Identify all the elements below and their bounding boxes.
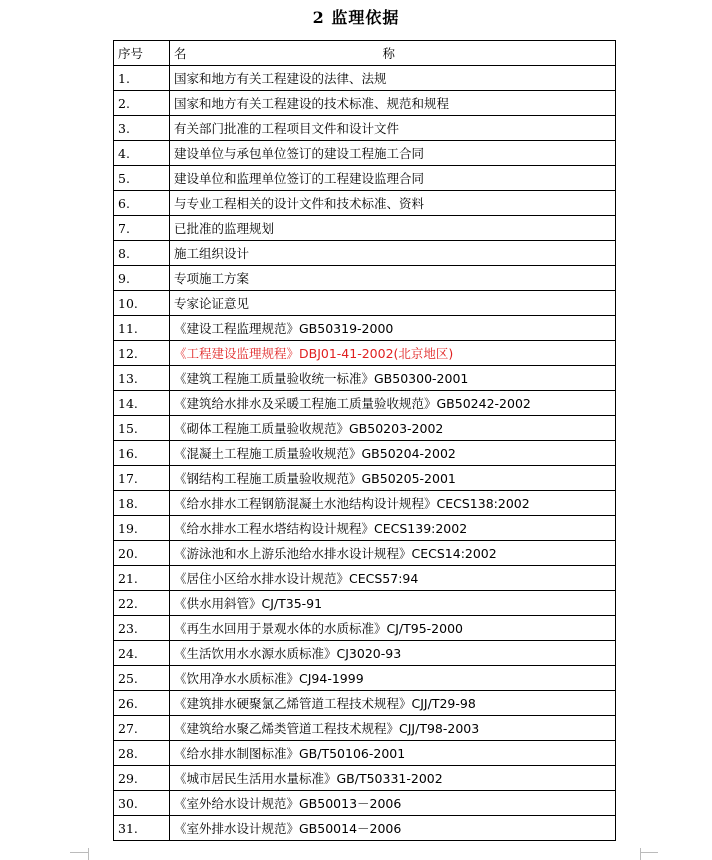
row-serial-number: 28. (114, 741, 170, 766)
table-row (114, 166, 616, 191)
table-row (114, 191, 616, 216)
table-row (114, 491, 616, 516)
row-serial-number: 10. (114, 291, 170, 316)
page-corner-mark-right (640, 852, 658, 853)
row-document-name: 已批准的监理规划 (170, 216, 616, 241)
row-document-name: 《供水用斜管》CJ/T35-91 (170, 591, 616, 616)
table-row (114, 366, 616, 391)
table-row (114, 391, 616, 416)
row-serial-number: 19. (114, 516, 170, 541)
table-row (114, 741, 616, 766)
row-document-name: 《建设工程监理规范》GB50319-2000 (170, 316, 616, 341)
header-name-left: 名 (174, 46, 187, 61)
row-serial-number: 26. (114, 691, 170, 716)
row-document-name: 专家论证意见 (170, 291, 616, 316)
row-document-name: 《饮用净水水质标准》CJ94-1999 (170, 666, 616, 691)
header-serial-number: 序号 (114, 41, 170, 66)
row-document-name: 《钢结构工程施工质量验收规范》GB50205-2001 (170, 466, 616, 491)
row-serial-number: 11. (114, 316, 170, 341)
page-corner-mark-left-v (88, 848, 89, 860)
row-serial-number: 20. (114, 541, 170, 566)
row-serial-number: 5. (114, 166, 170, 191)
row-document-name: 《再生水回用于景观水体的水质标准》CJ/T95-2000 (170, 616, 616, 641)
table-row (114, 216, 616, 241)
row-document-name: 《建筑给水聚乙烯类管道工程技术规程》CJJ/T98-2003 (170, 716, 616, 741)
row-serial-number: 18. (114, 491, 170, 516)
row-serial-number: 3. (114, 116, 170, 141)
row-serial-number: 9. (114, 266, 170, 291)
row-document-name: 《建筑工程施工质量验收统一标准》GB50300-2001 (170, 366, 616, 391)
table-row (114, 666, 616, 691)
table-row (114, 466, 616, 491)
row-serial-number: 24. (114, 641, 170, 666)
table-row (114, 816, 616, 841)
header-name (170, 41, 616, 66)
row-document-name: 施工组织设计 (170, 241, 616, 266)
row-document-name: 《混凝土工程施工质量验收规范》GB50204-2002 (170, 441, 616, 466)
row-serial-number: 4. (114, 141, 170, 166)
row-serial-number: 23. (114, 616, 170, 641)
row-document-name: 建设单位和监理单位签订的工程建设监理合同 (170, 166, 616, 191)
header-name-right: 称 (382, 46, 395, 61)
table-row (114, 341, 616, 366)
row-serial-number: 25. (114, 666, 170, 691)
page-corner-mark-right-v (640, 848, 641, 860)
row-serial-number: 29. (114, 766, 170, 791)
row-document-name: 《居住小区给水排水设计规范》CECS57:94 (170, 566, 616, 591)
row-document-name: 有关部门批准的工程项目文件和设计文件 (170, 116, 616, 141)
row-serial-number: 30. (114, 791, 170, 816)
row-document-name: 《城市居民生活用水量标准》GB/T50331-2002 (170, 766, 616, 791)
table-row (114, 766, 616, 791)
table-row (114, 291, 616, 316)
table-row (114, 266, 616, 291)
page-title: 2 监理依据 (312, 8, 400, 27)
row-serial-number: 17. (114, 466, 170, 491)
table-row (114, 441, 616, 466)
row-document-name: 《给水排水工程钢筋混凝土水池结构设计规程》CECS138:2002 (170, 491, 616, 516)
row-document-name: 《砌体工程施工质量验收规范》GB50203-2002 (170, 416, 616, 441)
row-document-name: 《建筑排水硬聚氯乙烯管道工程技术规程》CJJ/T29-98 (170, 691, 616, 716)
row-document-name: 《室外给水设计规范》GB50013－2006 (170, 791, 616, 816)
row-document-name: 与专业工程相关的设计文件和技术标准、资料 (170, 191, 616, 216)
table-row (114, 566, 616, 591)
table-row (114, 791, 616, 816)
table-header-row (114, 41, 616, 66)
table-row (114, 416, 616, 441)
row-serial-number: 21. (114, 566, 170, 591)
row-document-name: 国家和地方有关工程建设的技术标准、规范和规程 (170, 91, 616, 116)
page-corner-mark-left (70, 852, 88, 853)
supervision-basis-table (113, 40, 616, 841)
row-serial-number: 31. (114, 816, 170, 841)
row-serial-number: 7. (114, 216, 170, 241)
table-row (114, 141, 616, 166)
row-document-name: 建设单位与承包单位签订的建设工程施工合同 (170, 141, 616, 166)
row-document-name: 《室外排水设计规范》GB50014－2006 (170, 816, 616, 841)
table-row (114, 691, 616, 716)
table-row (114, 91, 616, 116)
row-document-name: 《建筑给水排水及采暖工程施工质量验收规范》GB50242-2002 (170, 391, 616, 416)
row-serial-number: 27. (114, 716, 170, 741)
row-serial-number: 6. (114, 191, 170, 216)
table-row (114, 641, 616, 666)
table-row (114, 591, 616, 616)
row-document-name: 《给水排水制图标准》GB/T50106-2001 (170, 741, 616, 766)
table-body (114, 66, 616, 841)
row-serial-number: 16. (114, 441, 170, 466)
row-serial-number: 13. (114, 366, 170, 391)
row-document-name: 《给水排水工程水塔结构设计规程》CECS139:2002 (170, 516, 616, 541)
row-document-name: 《工程建设监理规程》DBJ01-41-2002(北京地区) (170, 341, 616, 366)
row-document-name: 国家和地方有关工程建设的法律、法规 (170, 66, 616, 91)
row-serial-number: 22. (114, 591, 170, 616)
table-row (114, 616, 616, 641)
row-serial-number: 15. (114, 416, 170, 441)
row-serial-number: 1. (114, 66, 170, 91)
table-row (114, 241, 616, 266)
table-row (114, 116, 616, 141)
table-row (114, 66, 616, 91)
row-serial-number: 12. (114, 341, 170, 366)
row-document-name: 专项施工方案 (170, 266, 616, 291)
row-serial-number: 2. (114, 91, 170, 116)
table-row (114, 716, 616, 741)
table-row (114, 541, 616, 566)
table-row (114, 516, 616, 541)
row-serial-number: 8. (114, 241, 170, 266)
row-serial-number: 14. (114, 391, 170, 416)
row-document-name: 《生活饮用水水源水质标准》CJ3020-93 (170, 641, 616, 666)
table-row (114, 316, 616, 341)
row-document-name: 《游泳池和水上游乐池给水排水设计规程》CECS14:2002 (170, 541, 616, 566)
